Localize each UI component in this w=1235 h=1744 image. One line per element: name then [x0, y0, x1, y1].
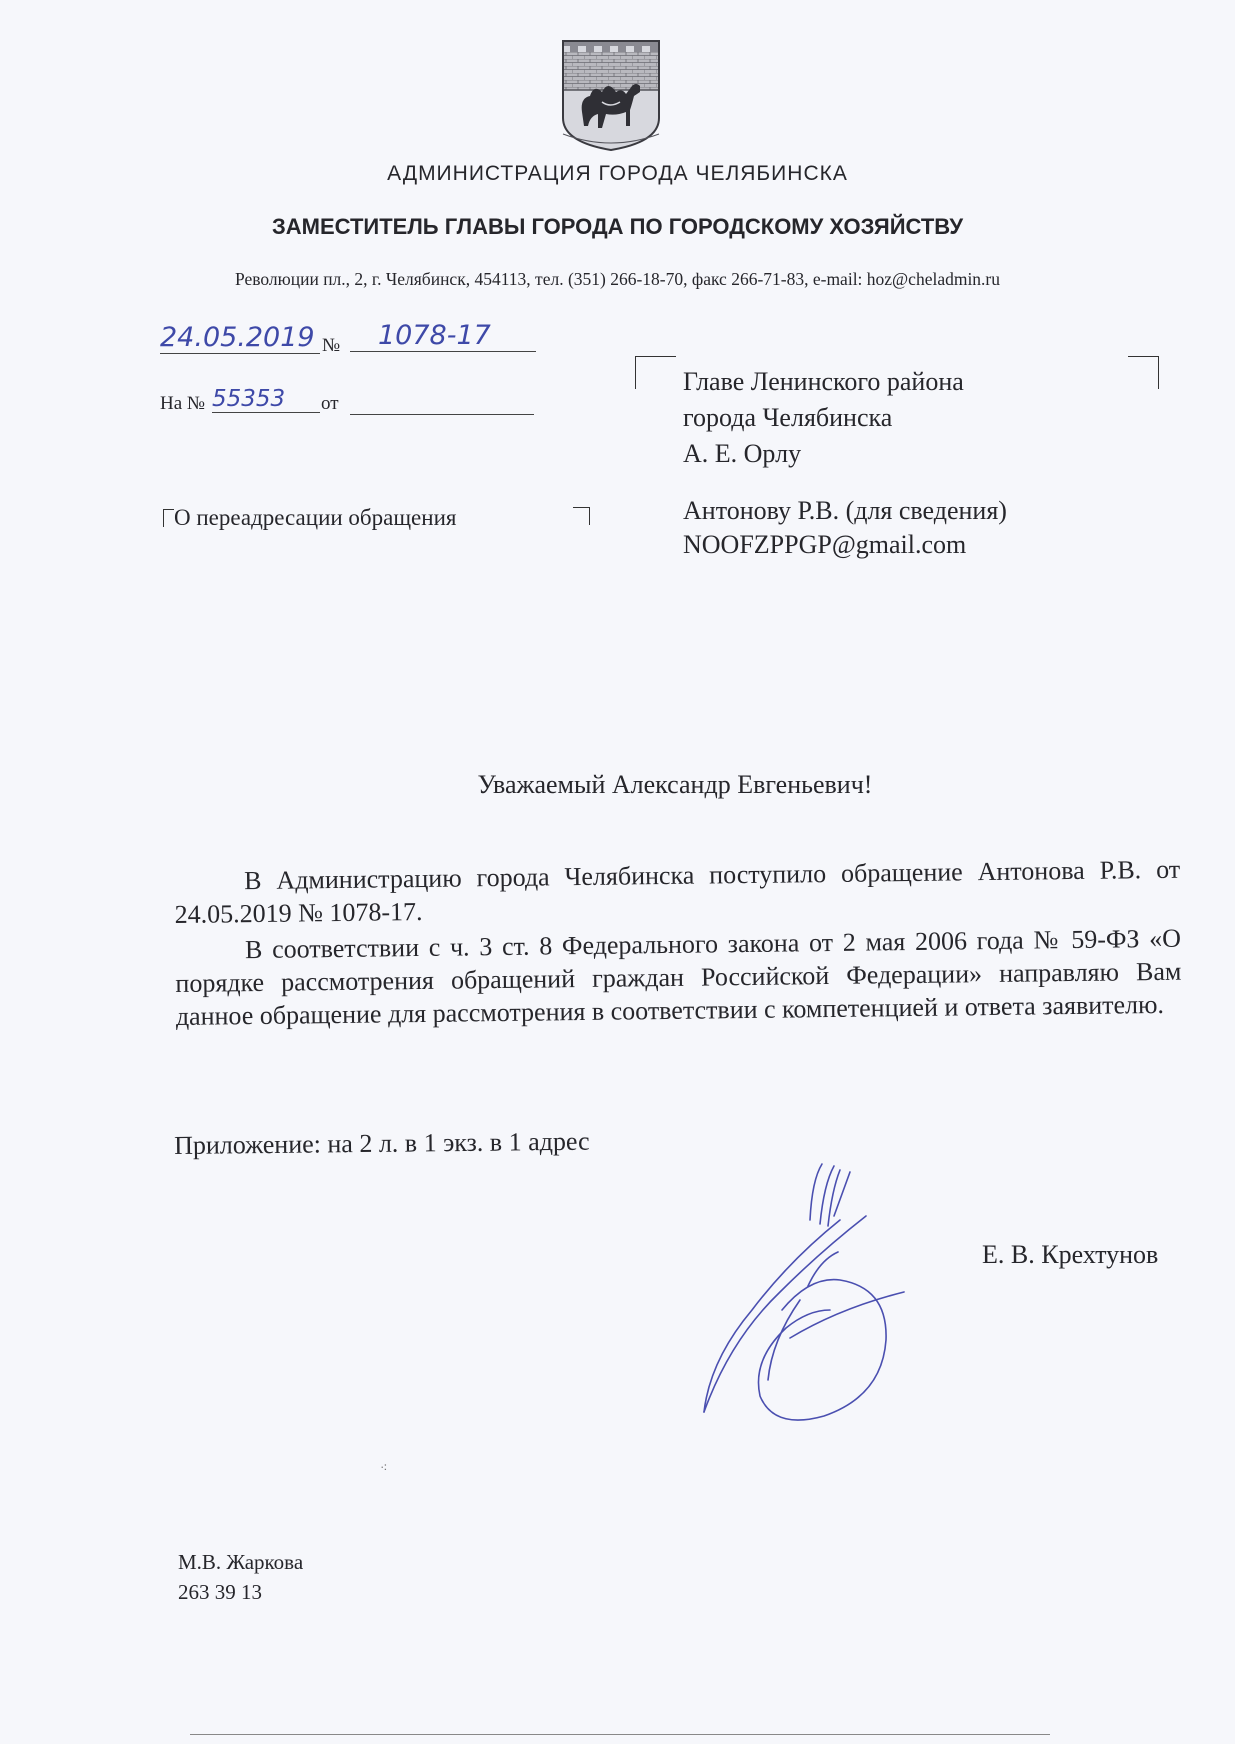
outgoing-number: 1078-17: [350, 320, 536, 352]
recipient-block: [683, 364, 964, 472]
reference-date-field: [350, 396, 534, 415]
recipient-line: города Челябинска: [683, 403, 893, 432]
executor-name: М.В. Жаркова: [178, 1550, 304, 1574]
recipient-corner-top-right: [1128, 356, 1159, 389]
organization-name: АДМИНИСТРАЦИЯ ГОРОДА ЧЕЛЯБИНСКА: [387, 162, 848, 185]
subject-corner-right: [573, 507, 590, 525]
letter-body: [174, 853, 1182, 1036]
reference-number-label: На №: [160, 393, 206, 414]
attachment-note: Приложение: на 2 л. в 1 экз. в 1 адрес: [174, 1126, 590, 1160]
reference-date-label: от: [321, 393, 339, 414]
outgoing-number-label: №: [322, 335, 341, 356]
scan-speck: ⁖: [380, 1460, 388, 1475]
organization-address: Революции пл., 2, г. Челябинск, 454113, тел. (351) 266-18-70, факс 266-71-83, e-mail: hoz@cheladmin.ru: [234, 269, 1001, 289]
recipient-line: А. Е. Орлу: [683, 439, 802, 468]
coat-of-arms-emblem: [560, 38, 662, 152]
signer-name: Е. В. Крехтунов: [982, 1240, 1159, 1269]
executor-phone: 263 39 13: [178, 1580, 262, 1604]
copy-recipient-line: Антонову Р.В. (для сведения): [683, 496, 1007, 525]
copy-recipient-email: NOOFZPPGP@gmail.com: [683, 530, 967, 559]
body-paragraph: В соответствии с ч. 3 ст. 8 Федерального закона от 2 мая 2006 года № 59-ФЗ «О порядке рассмотрения обращений граждан Российской Федерации» направляю Вам данное обращение для рассмотрения в соответствии с компетенцией и ответа заявителю.: [175, 923, 1182, 1031]
body-paragraph: В Администрацию города Челябинска поступило обращение Антонова Р.В. от 24.05.2019 № 1078-17.: [174, 854, 1181, 929]
subject-corner-left: [163, 509, 174, 527]
reference-number: 55353: [212, 386, 320, 413]
outgoing-date: 24.05.2019: [160, 322, 320, 354]
footer-divider: [190, 1734, 1050, 1735]
copy-recipient-block: [683, 494, 1007, 562]
department-title: ЗАМЕСТИТЕЛЬ ГЛАВЫ ГОРОДА ПО ГОРОДСКОМУ ХОЗЯЙСТВУ: [271, 214, 964, 239]
subject-line: О переадресации обращения: [174, 505, 457, 530]
recipient-corner-top-left: [635, 356, 676, 389]
recipient-line: Главе Ленинского района: [683, 367, 964, 396]
salutation: Уважаемый Александр Евгеньевич!: [477, 770, 873, 799]
handwritten-signature: [690, 1160, 930, 1430]
